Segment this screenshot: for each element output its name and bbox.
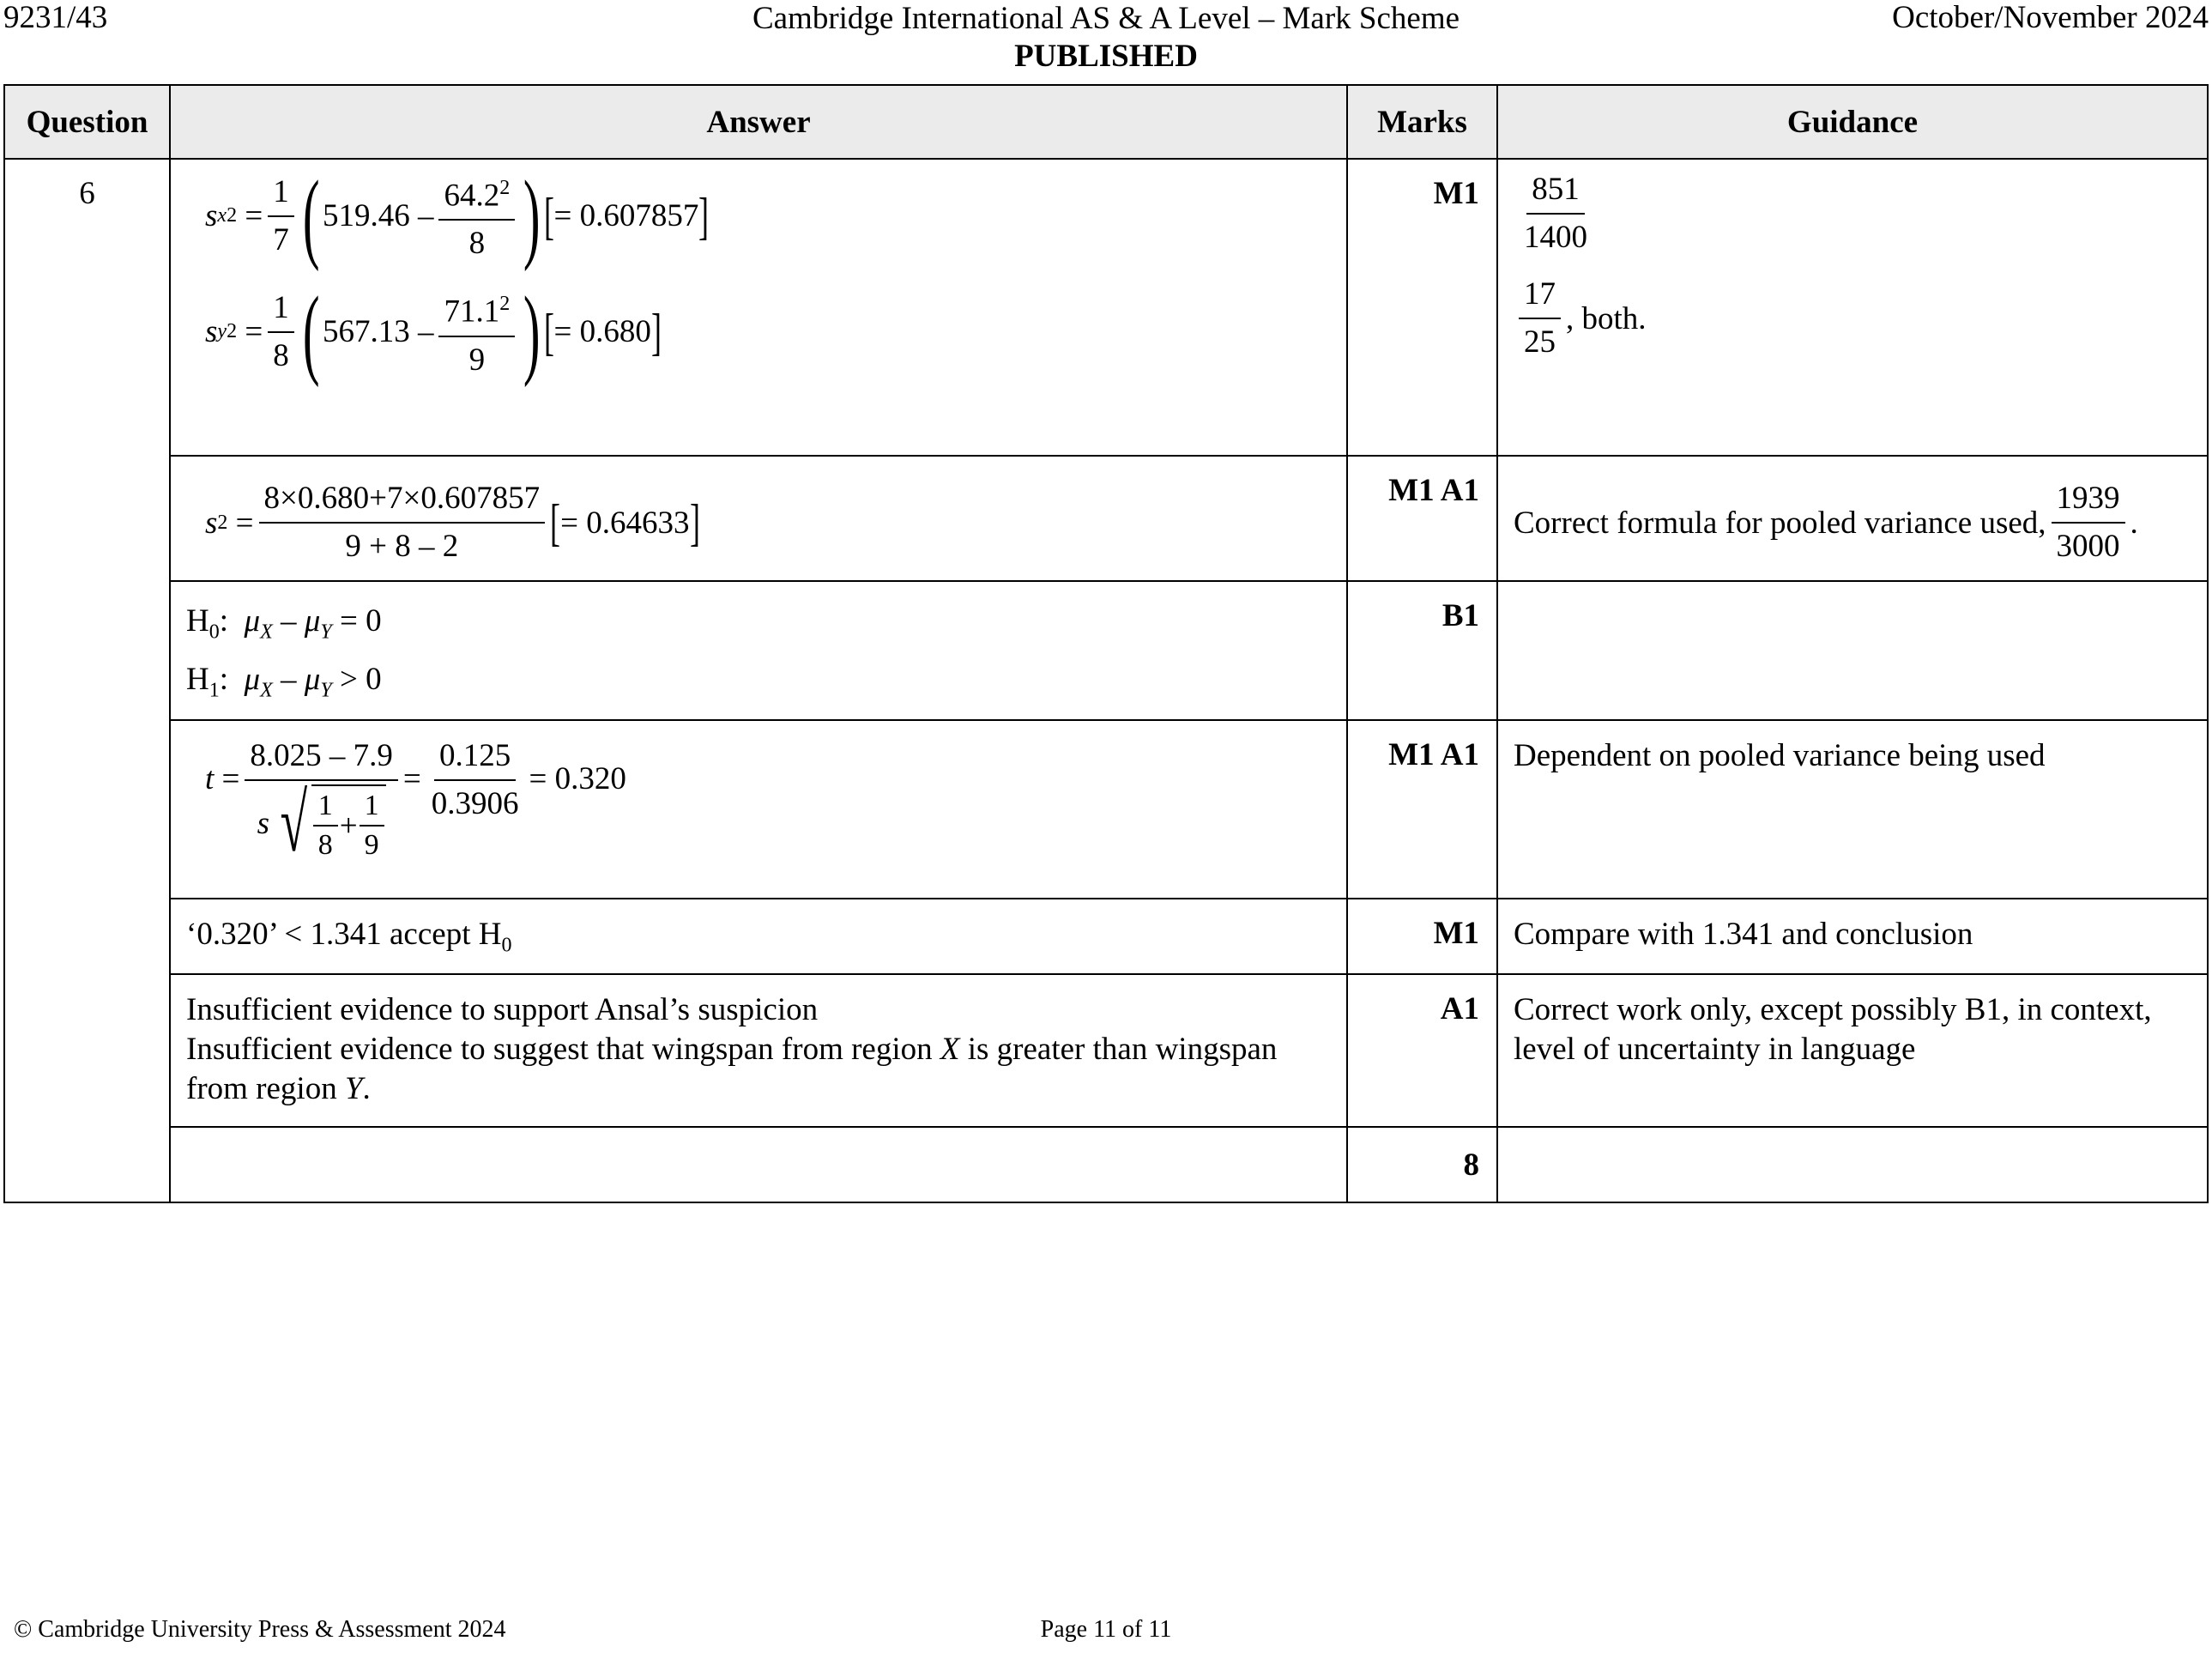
marks-cell: M1 bbox=[1347, 899, 1497, 974]
column-header-answer: Answer bbox=[170, 85, 1347, 159]
document-title: Cambridge International AS & A Level – Mark Scheme bbox=[752, 1, 1460, 36]
total-marks: 8 bbox=[1347, 1127, 1497, 1202]
answer-cell bbox=[170, 1127, 1347, 1202]
question-number: 6 bbox=[4, 159, 170, 1202]
copyright-notice: © Cambridge University Press & Assessment 2024 bbox=[14, 1616, 506, 1643]
table-row bbox=[4, 974, 2208, 1127]
document-title-block bbox=[0, 0, 2212, 76]
answer-cell bbox=[170, 720, 1347, 899]
pooled-variance-formula: s 2 = $\frac{8\times 0.680+7\times 0.607857}{9 + 8 - 2}$ [ = 0.64633 ] bbox=[205, 481, 700, 564]
guidance-cell bbox=[1497, 581, 2208, 720]
answer-cell bbox=[170, 456, 1347, 581]
guidance-cell bbox=[1497, 1127, 2208, 1202]
marks-cell: A1 bbox=[1347, 974, 1497, 1127]
marks-cell: M1 bbox=[1347, 159, 1497, 456]
published-label: PUBLISHED bbox=[1014, 39, 1198, 74]
guidance-cell: Dependent on pooled variance being used bbox=[1497, 720, 2208, 899]
column-header-marks: Marks bbox=[1347, 85, 1497, 159]
page-number: Page 11 of 11 bbox=[1040, 1616, 1172, 1643]
marks-cell: B1 bbox=[1347, 581, 1497, 720]
guidance-fraction: $\frac{851}{1400}$ bbox=[1524, 172, 1587, 255]
table-row bbox=[4, 159, 2208, 456]
table-row bbox=[4, 581, 2208, 720]
column-header-question: Question bbox=[4, 85, 170, 159]
alternative-hypothesis: $H_1$: $\mu_X - \mu_Y > 0$ bbox=[186, 662, 382, 702]
table-row bbox=[4, 720, 2208, 899]
table-header-row bbox=[4, 85, 2208, 159]
column-header-guidance: Guidance bbox=[1497, 85, 2208, 159]
sx-variance-formula: s x 2 = $\frac{1}{7}$ ( 519.46 – $\frac{64.2^2}{8}$ ) [ = 0.607857 ] bbox=[205, 159, 710, 272]
null-hypothesis: $H_0$: $\mu_X - \mu_Y = 0$ bbox=[186, 603, 382, 644]
guidance-cell: Compare with 1.341 and conclusion bbox=[1497, 899, 2208, 974]
table-row bbox=[4, 456, 2208, 581]
guidance-cell: Correct formula for pooled variance used, $\frac{1939}{3000}$ . bbox=[1497, 456, 2208, 581]
conclusion-line: Insufficient evidence to support Ansal’s suspicion bbox=[186, 992, 819, 1027]
guidance-fraction: $\frac{17}{25}$ bbox=[1519, 275, 1561, 362]
square-root: s √ $\frac{1}{8}$ + $\frac{1}{9}$ bbox=[257, 784, 386, 862]
guidance-cell: Correct work only, except possibly B1, in context, level of uncertainty in language bbox=[1497, 974, 2208, 1127]
marks-cell: M1 A1 bbox=[1347, 720, 1497, 899]
answer-cell bbox=[170, 581, 1347, 720]
paper-code: 9231/43 bbox=[3, 0, 108, 35]
exam-session: October/November 2024 bbox=[1892, 0, 2209, 35]
answer-cell: ‘0.320’ < 1.341 accept $H_0$ bbox=[170, 899, 1347, 974]
answer-cell bbox=[170, 159, 1347, 456]
test-statistic-formula: t = 8.025 – 7.9 s √ $\frac{1}{8}$ + $\frac{1}{9}$ = $\frac{0.125}{0.3906}$ = 0.320 bbox=[205, 738, 626, 869]
guidance-cell: $\frac{851}{1400}$ $\frac{17}{25}$ , both. bbox=[1497, 159, 2208, 456]
conclusion-in-context: Insufficient evidence to suggest that wingspan from region X is greater than wingspan from region Y. bbox=[186, 1032, 1278, 1106]
table-row bbox=[4, 1127, 2208, 1202]
answer-cell bbox=[170, 974, 1347, 1127]
mark-scheme-table bbox=[3, 84, 2209, 1203]
guidance-fraction: $\frac{1939}{3000}$ bbox=[2052, 479, 2125, 566]
sy-variance-formula: s y 2 = $\frac{1}{8}$ ( 567.13 – $\frac{71.1^2}{9}$ ) [ = 0.680 ] bbox=[205, 275, 662, 388]
table-row bbox=[4, 899, 2208, 974]
marks-cell: M1 A1 bbox=[1347, 456, 1497, 581]
